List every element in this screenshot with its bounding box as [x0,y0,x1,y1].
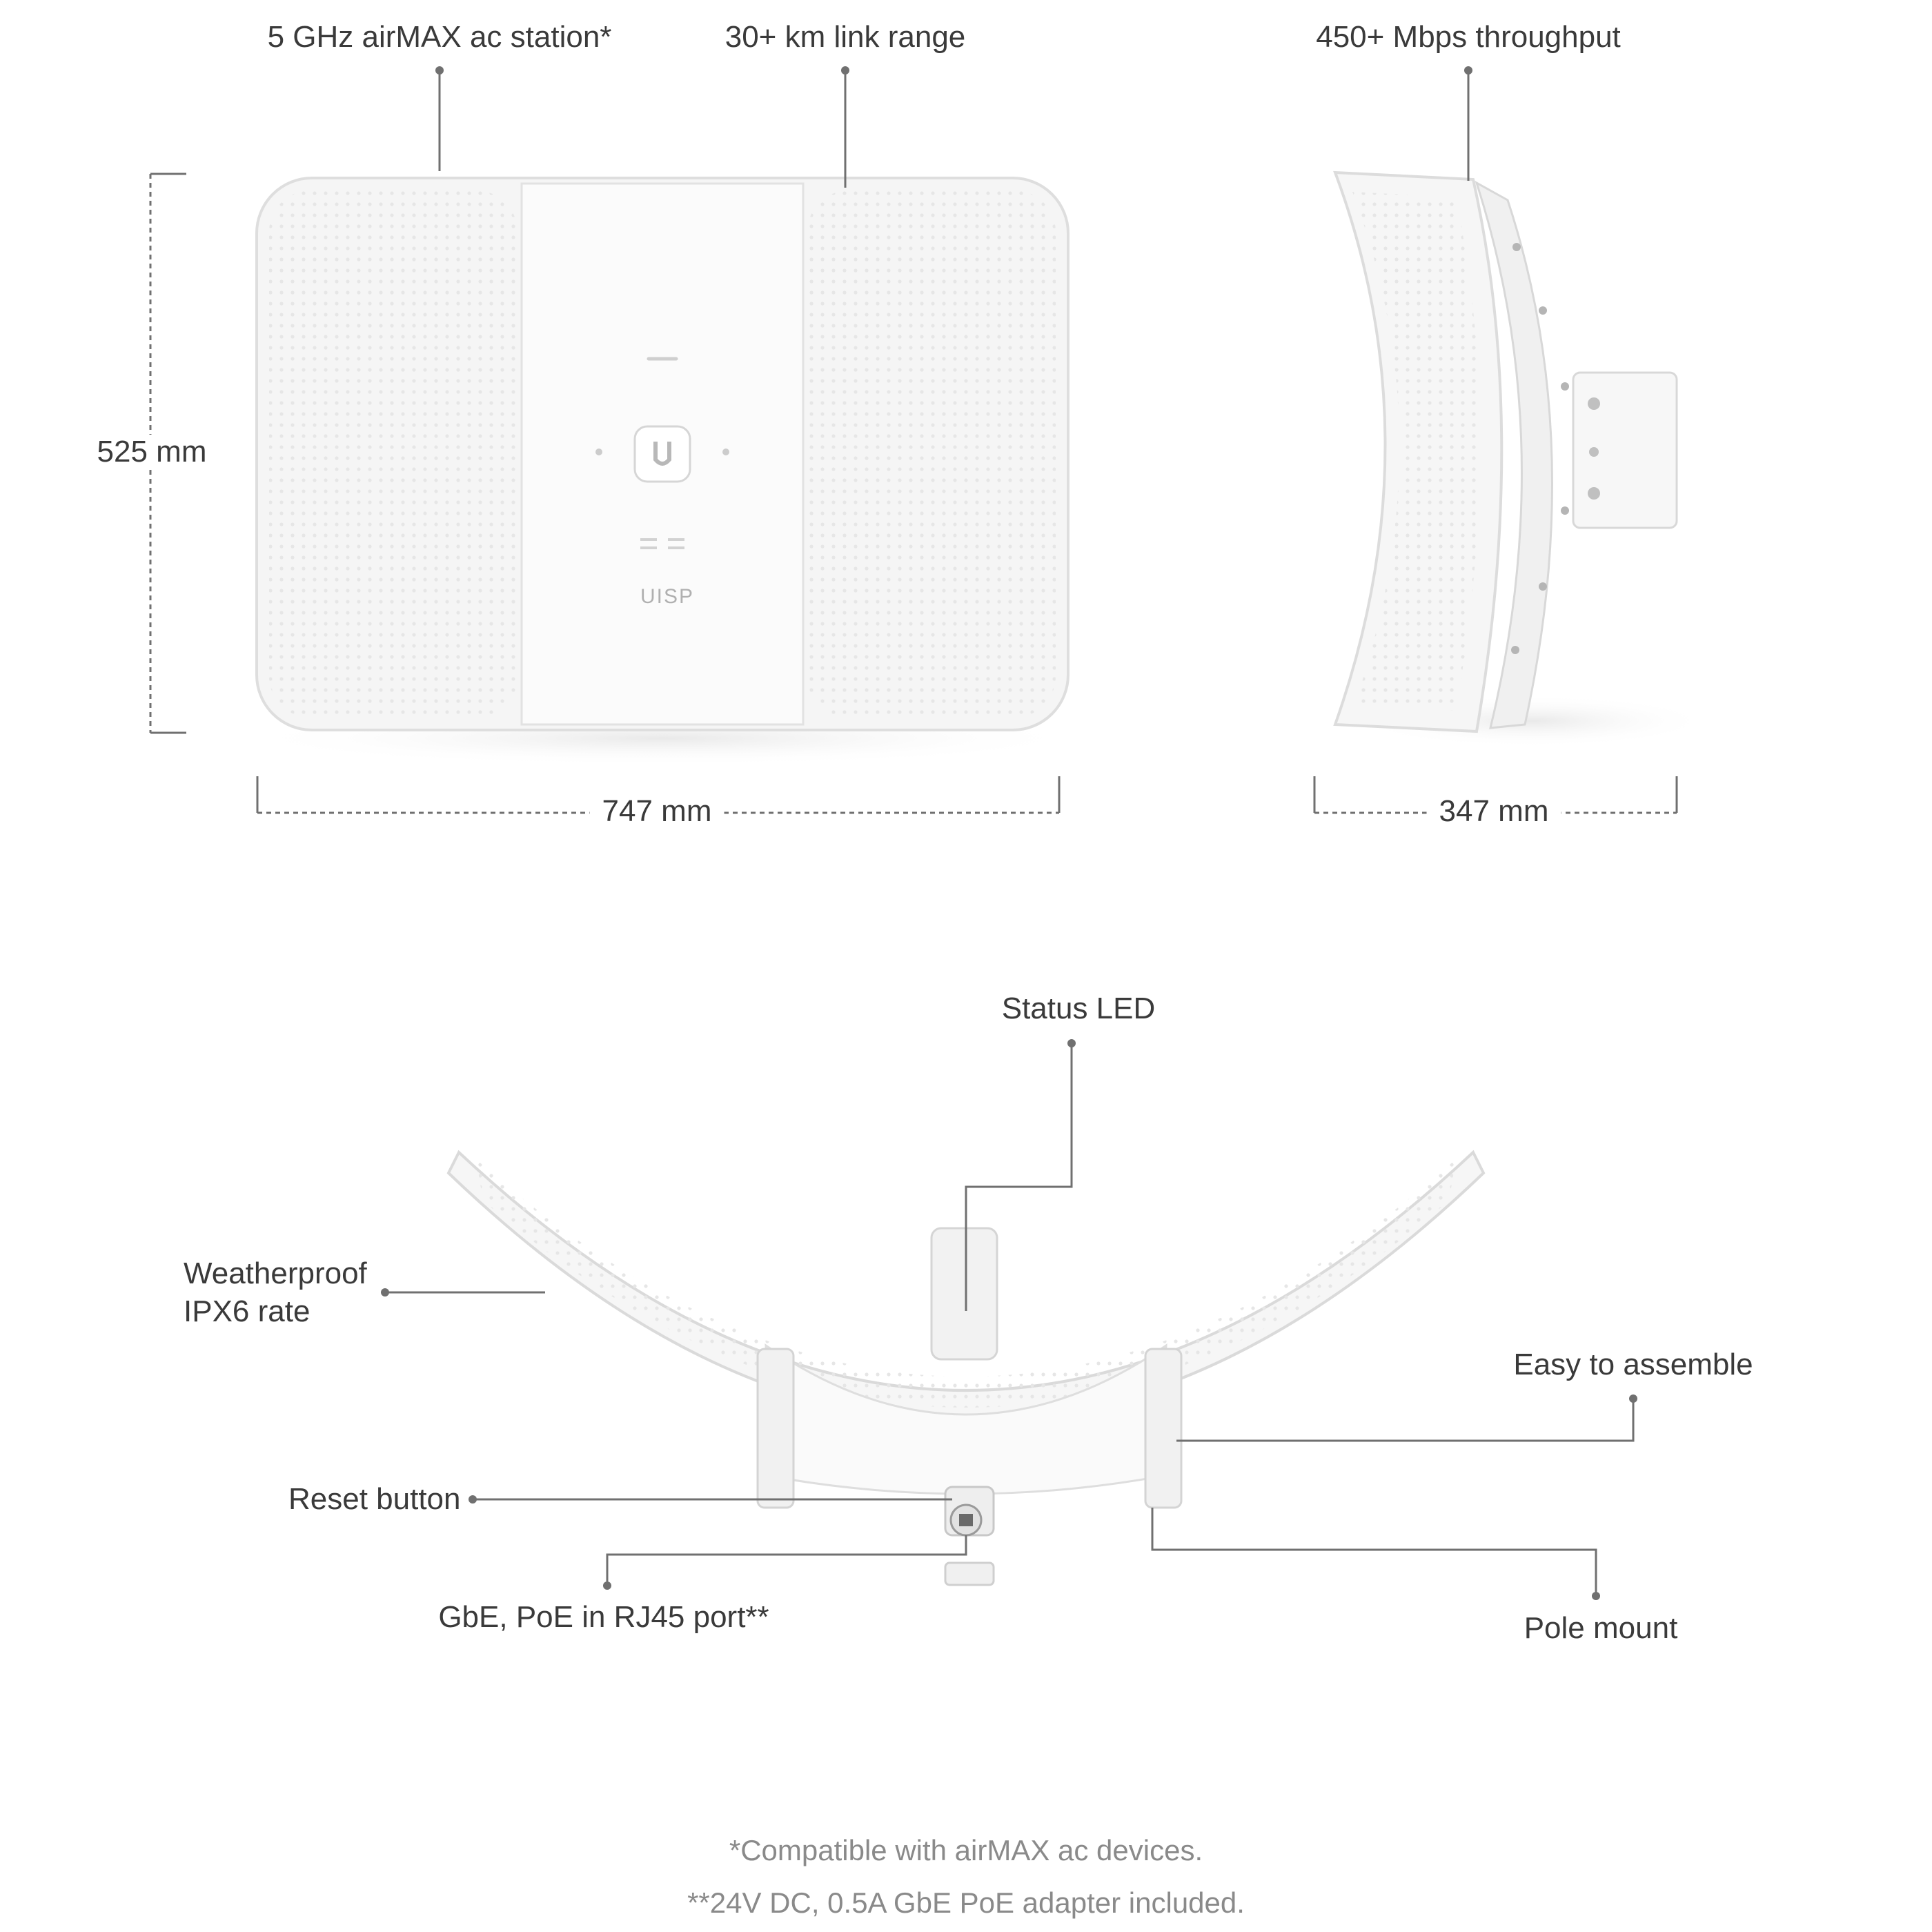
status-led-callout: Status LED [1001,992,1156,1025]
height-dimension: 525 mm [85,435,219,469]
footnote-compatibility: *Compatible with airMAX ac devices. [729,1834,1203,1866]
airmax-callout: 5 GHz airMAX ac station* [267,20,612,54]
reset-button-callout: Reset button [288,1482,461,1516]
weatherproof-line-1: Weatherproof [184,1256,367,1290]
weatherproof-callout [184,1254,367,1330]
link-range-callout: 30+ km link range [724,20,966,54]
weatherproof-line-2: IPX6 rate [184,1294,310,1328]
pole-mount-callout: Pole mount [1524,1611,1678,1645]
side-view-device [1335,172,1711,747]
footnote-poe-adapter: **24V DC, 0.5A GbE PoE adapter included. [687,1886,1245,1919]
easy-assemble-callout: Easy to assemble [1513,1348,1753,1381]
depth-dimension: 347 mm [1427,794,1561,829]
rj45-port-callout: GbE, PoE in RJ45 port** [438,1600,769,1634]
throughput-callout: 450+ Mbps throughput [1316,20,1621,54]
uisp-logo: UISP [640,585,695,608]
front-view-device [235,178,1090,766]
width-dimension: 747 mm [590,794,724,829]
